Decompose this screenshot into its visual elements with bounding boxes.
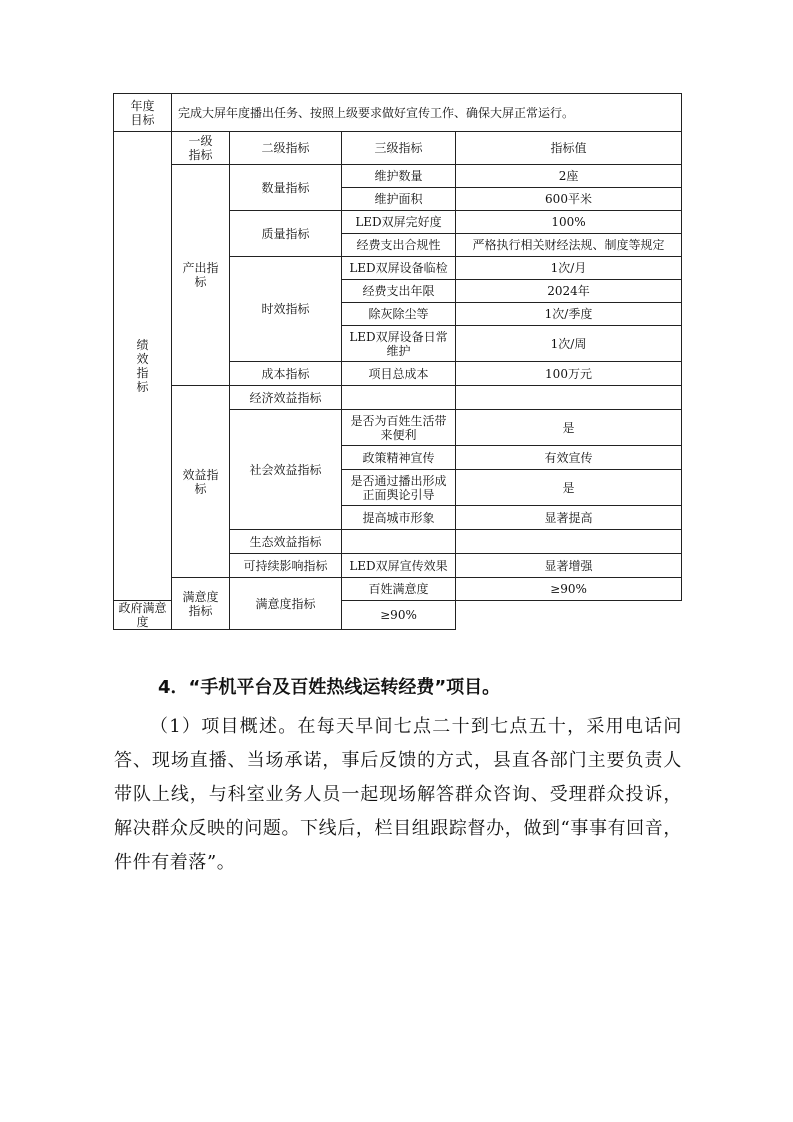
section-heading: 4．“手机平台及百姓热线运转经费”项目。 [158, 677, 501, 698]
indicator-value [456, 386, 682, 410]
satisfaction-l2-label: 满意度指标 [230, 578, 342, 630]
header-level2: 二级指标 [230, 132, 342, 165]
header-level1: 一级 指标 [172, 132, 230, 165]
indicator-name: 百姓满意度 [342, 578, 456, 601]
indicator-name [342, 386, 456, 410]
indicator-name: LED双屏完好度 [342, 211, 456, 234]
indicator-value: 是 [456, 410, 682, 446]
timeliness-indicator-label: 时效指标 [230, 257, 342, 362]
indicator-name: 维护面积 [342, 188, 456, 211]
indicator-value: 显著提高 [456, 506, 682, 530]
quantity-indicator-label: 数量指标 [230, 165, 342, 211]
indicator-name: 政策精神宣传 [342, 446, 456, 470]
indicator-name: 提高城市形象 [342, 506, 456, 530]
indicator-name: 项目总成本 [342, 362, 456, 386]
indicator-value [456, 530, 682, 554]
header-value: 指标值 [456, 132, 682, 165]
indicator-value: ≥90% [456, 578, 682, 601]
indicator-value: 2座 [456, 165, 682, 188]
performance-table [113, 93, 682, 630]
indicator-value: 严格执行相关财经法规、制度等规定 [456, 234, 682, 257]
header-row [114, 132, 682, 165]
indicator-name: LED双屏设备临检 [342, 257, 456, 280]
benefit-indicator-label: 效益指 标 [172, 386, 230, 578]
indicator-value: 1次/月 [456, 257, 682, 280]
indicator-name: 除灰除尘等 [342, 303, 456, 326]
header-level3: 三级指标 [342, 132, 456, 165]
project-overview-paragraph: （1）项目概述。在每天早间七点二十到七点五十，采用电话问答、现场直播、当场承诺，事后反馈的方式，县直各部门主要负责人带队上线，与科室业务人员一起现场解答群众咨询、受理群众投诉，解决群众反映的问题。下线后，栏目组跟踪督办，做到“事事有回音，件件有着落”。 [114, 716, 682, 873]
indicator-value: 600平米 [456, 188, 682, 211]
indicator-name: 维护数量 [342, 165, 456, 188]
indicator-value: 显著增强 [456, 554, 682, 578]
indicator-name: 经费支出合规性 [342, 234, 456, 257]
indicator-name: 政府满意度 [114, 601, 172, 630]
indicator-value: ≥90% [342, 601, 456, 630]
indicator-name: LED双屏设备日常 维护 [342, 326, 456, 362]
social-indicator-label: 社会效益指标 [230, 410, 342, 530]
annual-goal-label: 年度 目标 [114, 94, 172, 132]
satisfaction-l1-label: 满意度 指标 [172, 578, 230, 630]
annual-goal-text: 完成大屏年度播出任务、按照上级要求做好宣传工作、确保大屏正常运行。 [172, 94, 682, 132]
sustain-indicator-label: 可持续影响指标 [230, 554, 342, 578]
table-row [114, 165, 682, 188]
indicator-value: 100万元 [456, 362, 682, 386]
table-row [114, 386, 682, 410]
annual-goal-row [114, 94, 682, 132]
eco-indicator-label: 生态效益指标 [230, 530, 342, 554]
table-row [114, 578, 682, 601]
cost-indicator-label: 成本指标 [230, 362, 342, 386]
indicator-name: 是否为百姓生活带 来便利 [342, 410, 456, 446]
perf-indicator-label: 绩 效 指 标 [114, 132, 172, 601]
economic-indicator-label: 经济效益指标 [230, 386, 342, 410]
indicator-name: 经费支出年限 [342, 280, 456, 303]
indicator-value: 是 [456, 470, 682, 506]
output-indicator-label: 产出指 标 [172, 165, 230, 386]
indicator-value: 100% [456, 211, 682, 234]
indicator-name [342, 530, 456, 554]
indicator-value: 有效宣传 [456, 446, 682, 470]
indicator-value: 2024年 [456, 280, 682, 303]
indicator-name: 是否通过播出形成 正面舆论引导 [342, 470, 456, 506]
quality-indicator-label: 质量指标 [230, 211, 342, 257]
indicator-name: LED双屏宣传效果 [342, 554, 456, 578]
indicator-value: 1次/周 [456, 326, 682, 362]
indicator-value: 1次/季度 [456, 303, 682, 326]
